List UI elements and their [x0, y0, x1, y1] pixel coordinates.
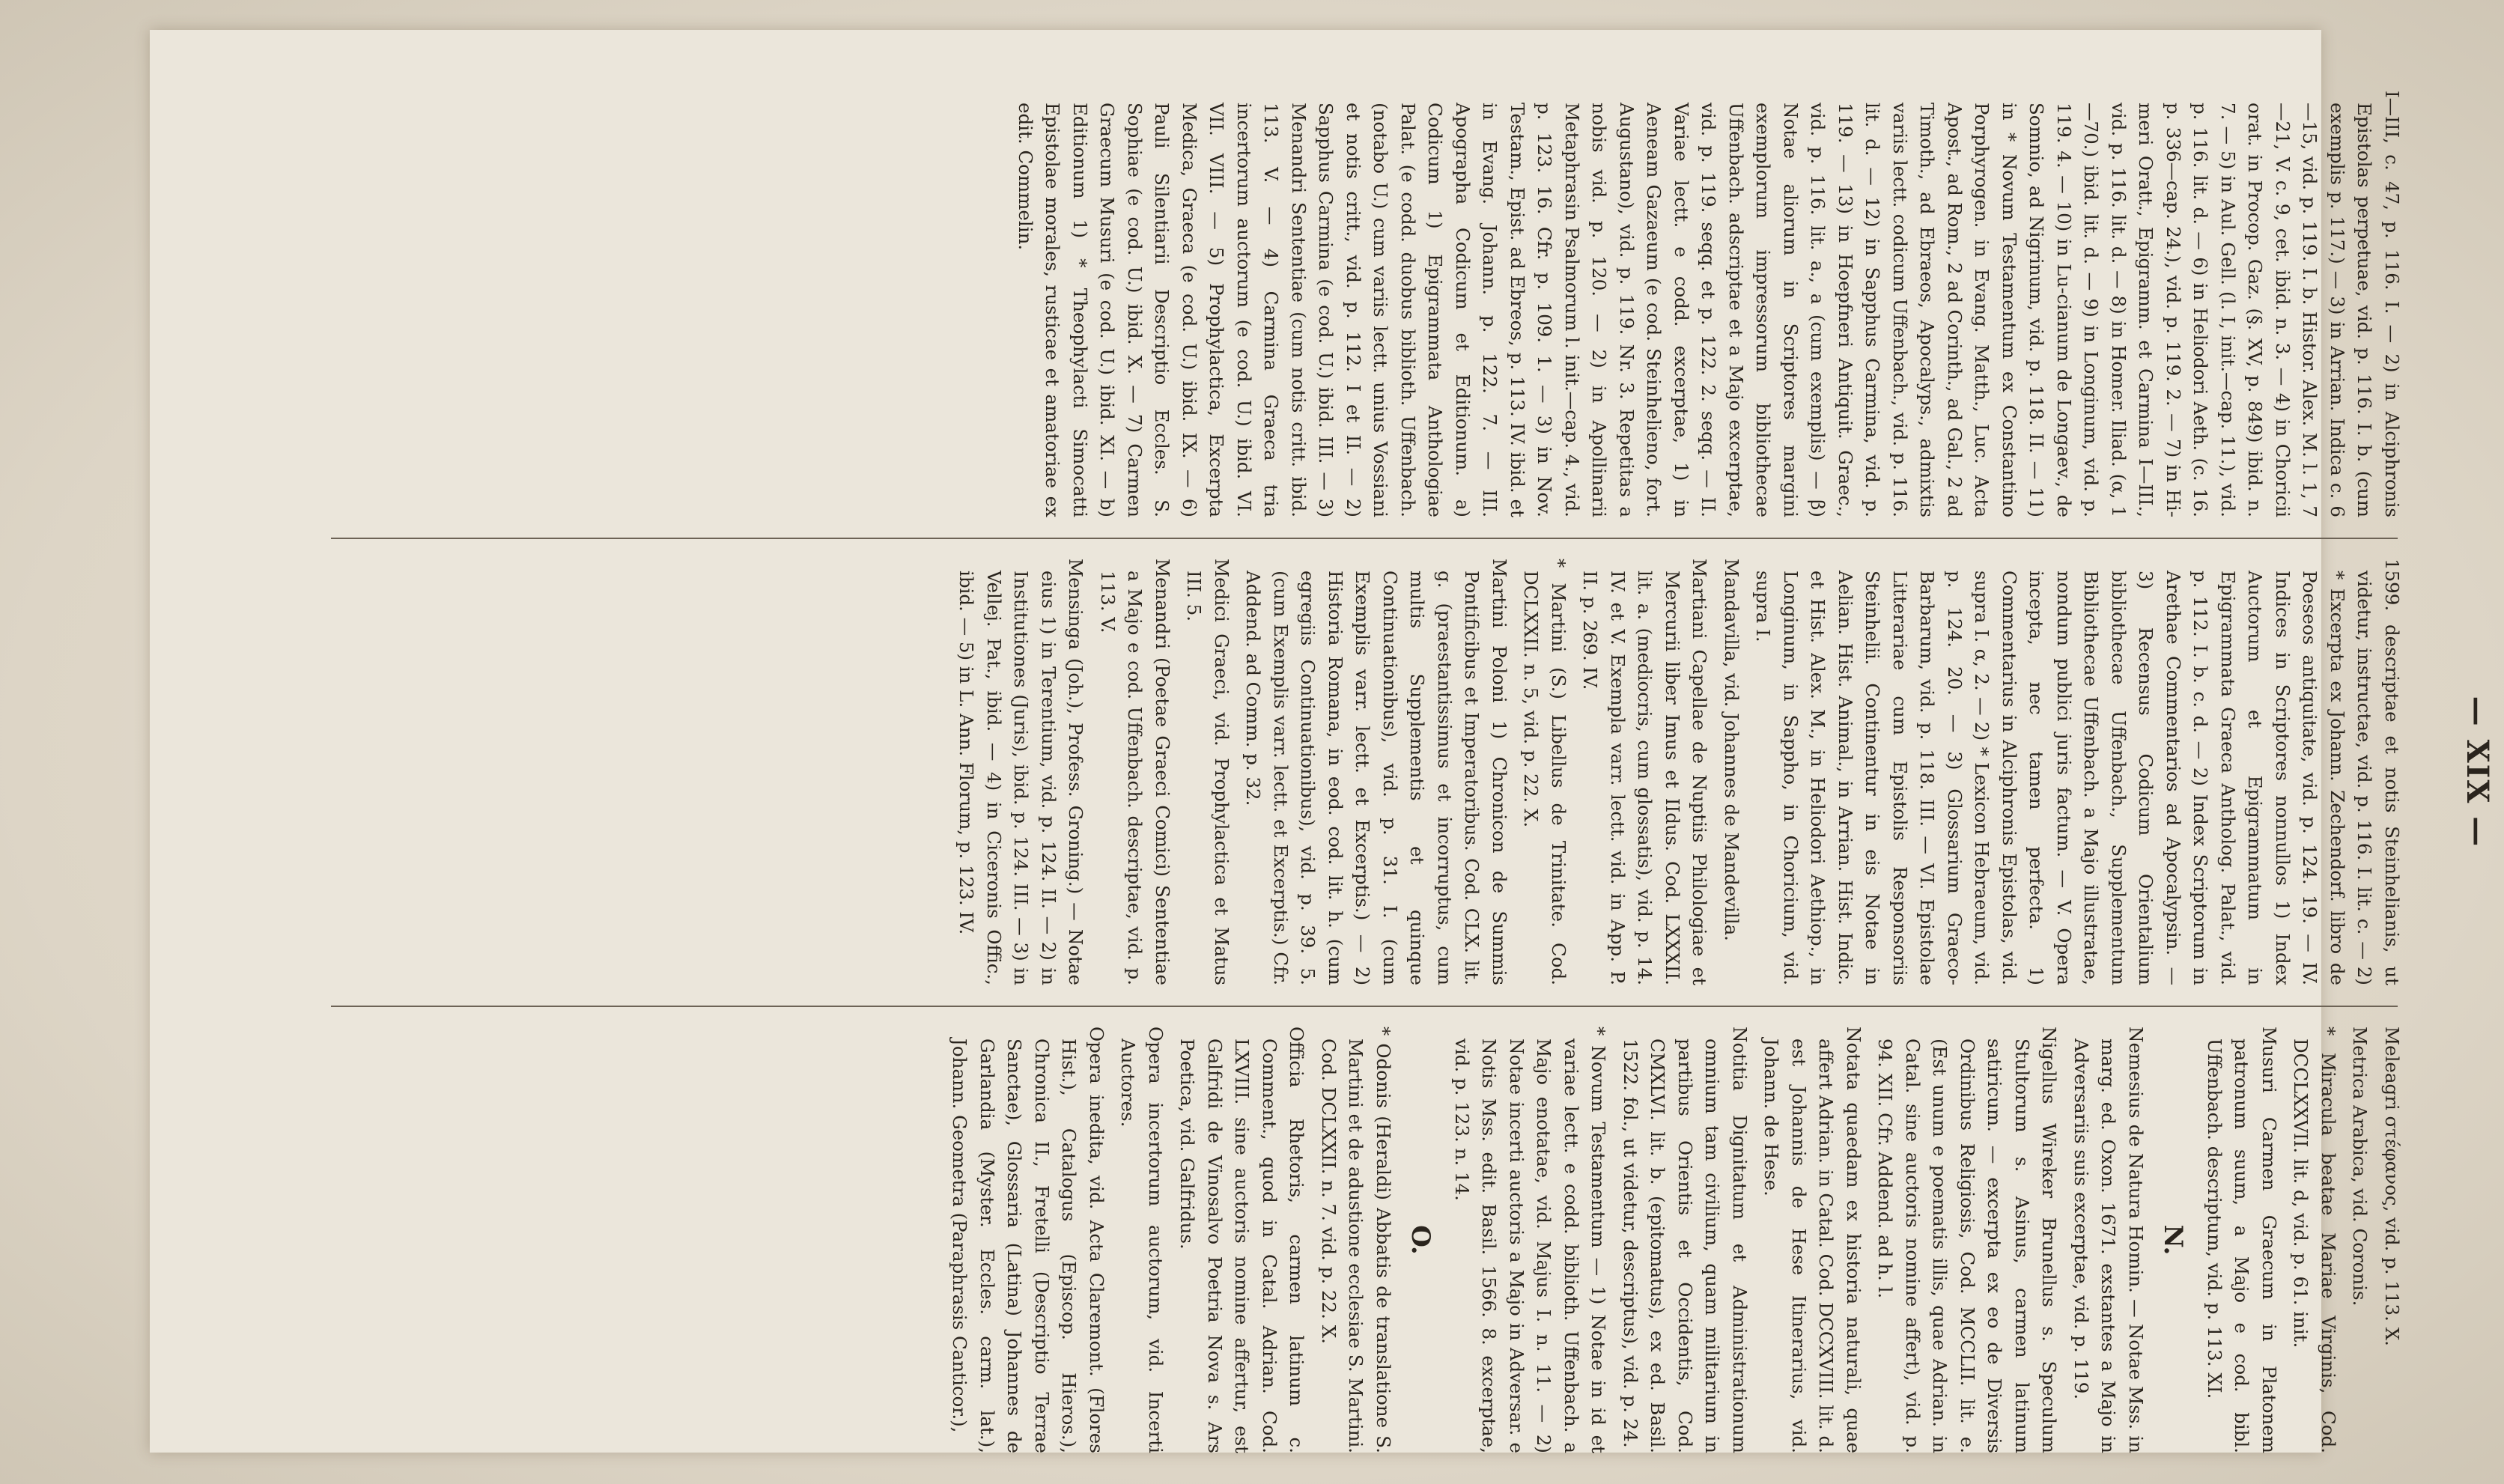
- index-entry: * Odonis (Heraldi) Abbatis de translatione S. Martini et de adustione ecclesiae S. Martini. Cod. DCLXXII. n. 7. vid. p. 22. X.: [1318, 1027, 1394, 1453]
- running-head: — XIX —: [2460, 696, 2495, 848]
- index-entry: Meleagri στέφανος, vid. p. 113. X.: [2381, 1027, 2403, 1346]
- text-column-2: [323, 559, 2405, 985]
- index-entry: I—III, c. 47, p. 116. I. — 2) in Alciphronis Epistolas perpetuae, vid. p. 116. I. b. (cum exemplis p. 117.) — 3) in Arrian. Indica c. 6—15, vid. p. 119. I. b. Histor. Alex. M. l. 1, 7—21, V. c. 9, cet. ibid. n. 3. — 4) in Choricii orat. in Procop. Gaz. (§. XV, p. 849) ibid. n. 7. — 5) in Aul. Gell. (l. I, init.—cap. 11.), vid. p. 116. lit. d. — 6) in Heliodori Aeth. (c. 16. p. 336—cap. 24.), vid. p. 119. 2. — 7) in Hi-meri Oratt., Epigramm. et Carmina I—III., vid. p. 116. lit. d. — 8) in Homer. Iliad. (α, 1—70.) ibid. lit. d. — 9) in Longinum, vid. p. 119. 4. — 10) in Lu-cianum de Longaev., de Somnio, ad Nigrinum, vid. p. 118. II. — 11) in * Novum Testamentum ex Constantino Porphyrogen. in Evang. Matth., Luc. Acta Apost., ad Rom., 2 ad Corinth., ad Gal., 2 ad Timoth., ad Ebraeos, Apocalyps., admixtis variis lectt. codicum Uffenbach., vid. p. 116. lit. d. — 12) in Sapphus Carmina, vid. p. 119. — 13) in Hoepfneri Antiquit. Graec., vid. p. 116. lit. a., a (cum exemplis) — β) Notae aliorum in Scriptores margini exemplorum impressorum bibliothecae Uffenbach. adscriptae et a Majo excerptae, vid. p. 119. seqq. et p. 122. 2. seqq. — II. Variae lectt. e codd. excerptae, 1) in Aeneam Gazaeum (e cod. Steinhelieno, fort. Augustano), vid. p. 119. Nr. 3. Repetitas a nobis vid. p. 120. — 2) in Apollinarii Metaphrasin Psalmorum l. init.—cap. 4., vid. p. 123. 16. Cfr. p. 109. 1. — 3) in Nov. Testam., Epist. ad Ebreos, p. 113. IV. ibid. et in Evang. Johann. p. 122. 7. — III. Apographa Codicum et Editionum. a) Codicum 1) Epigrammata Anthologiae Palat. (e codd. duobus biblioth. Uffenbach. (notabo U.) cum variis lectt. unius Vossiani et notis critt., vid. p. 112. I et II. — 2) Sapphus Carmina (e cod. U.) ibid. III. — 3) Menandri Sententiae (cum notis critt. ibid. 113. V. — 4) Carmina Graeca tria incertorum auctorum (e cod. U.) ibid. VI. VII. VIII. — 5) Prophylactica, Excerpta Medica, Graeca (e cod. U.) ibid. IX. — 6) Pauli Silentiarii Descriptio Eccles. S. Sophiae (e cod. U.) ibid. X. — 7) Carmen Graecum Musuri (e cod. U.) ibid. XI. — b) Editionum 1) * Theophylacti Simocatti Epistolae morales, rusticae et amatoriae ex edit. Commelin.: [1015, 91, 2403, 517]
- page-paper: [150, 30, 2495, 1453]
- index-entry: Martiani Capellae de Nuptiis Philologiae et Mercurii liber Imus et IIdus. Cod. LXXXII. lit. a. (mediocris, cum glossatis), vid. p. 14. IV. et V. Exempla varr. lectt. vid. in App. P. II. p. 269. IV.: [1579, 559, 1711, 985]
- index-entry: * Miracula beatae Mariae Virginis, Cod. DCCLXXVII. lit. d, vid. p. 61. init.: [2290, 1027, 2339, 1453]
- column-rule: [331, 538, 2398, 539]
- column-rule: [331, 1006, 2398, 1007]
- section-letter-o: O.: [1406, 1225, 1436, 1255]
- index-entry: 1599. descriptae et notis Steinhelianis, ut videtur, instructae, vid. p. 116. I. lit. c. — 2) * Excerpta ex Johann. Zechendorf. libro de Poeseos antiquitate, vid. p. 124. 19. — IV. Indices in Scriptores nonnullos 1) Index Auctorum et Epigrammatum in Epigrammata Graeca Antholog. Palat., vid. p. 112. I. b. c. d. — 2) Index Scriptorum in Arethae Commentarios ad Apocalypsin. — 3) Recensus Codicum Orientalium bibliothecae Uffenbach., Supplementum Bibliothecae Uffenbach. a Majo illustratae, nondum publici juris factum. — V. Opera incepta, nec tamen perfecta. 1) Commentarius in Alciphronis Epistolas, vid. supra I. α, 2. — 2) * Lexicon Hebraeum, vid. p. 124. 20. — 3) Glossarium Graeco-Barbarum, vid. p. 118. III. — VI. Epistolae Litterariae cum Epistolis Responsoriis Steinhelii. Continentur in eis Notae in Aelian. Hist. Animal., in Arrian. Hist. Indic. et Hist. Alex. M., in Heliodori Aethiop., in Longinum, in Sappho, in Choricium, vid. supra I.: [1752, 559, 2403, 985]
- index-entry: Musuri Carmen Graecum in Platonem patronum suum, a Majo e cod. bibl. Uffenbach. descriptum, vid. p. 113. XI.: [2204, 1027, 2280, 1453]
- index-entry: Metrica Arabica, vid. Coronis.: [2349, 1027, 2371, 1307]
- index-entry: Opera incertorum auctorum, vid. Incerti Auctores.: [1117, 1027, 1167, 1453]
- index-entry: * Martini (S.) Libellus de Trinitate. Cod. DCLXXII. n. 5, vid. p. 22. X.: [1520, 559, 1569, 985]
- text-column-3: [323, 1027, 2405, 1453]
- index-entry: Medici Graeci, vid. Prophylactica et Matus III. 5.: [1183, 559, 1233, 985]
- index-entry: Nigellus Wireker Brunellus s. Speculum Stultorum s. Asinus, carmen latinum satiricum. — excerpta ex eo de Diversis Ordinibus Religiosis, Cod. MCCLII. lit. e. (Est unum e poematis illis, quae Adrian. in Catal. sine auctoris nomine affert), vid. p. 94. XII. Cfr. Addend. ad h. l.: [1874, 1027, 2061, 1453]
- index-entry: Mandavilla, vid. Johannes de Mandevilla.: [1721, 559, 1742, 941]
- section-letter-n: N.: [2158, 1224, 2189, 1256]
- index-entry: Menandri (Poetae Graeci Comici) Sententiae a Majo e cod. Uffenbach. descriptae, vid. p. 113. V.: [1097, 559, 1173, 985]
- index-entry: * Novum Testamentum — 1) Notae in id et variae lectt. e codd. biblioth. Uffenbach. a Majo enotatae, vid. Majus I. n. 11. — 2) Notae incerti auctoris a Majo in Adversar. e Notis Mss. edit. Basil. 1566. 8. excerptae, vid. p. 123. n. 14.: [1451, 1027, 1610, 1453]
- index-entry: Notitia Dignitatum et Administrationum omnium tam civilium, quam militarium in partibus Orientis et Occidentis, Cod. CMXLVI. lit. b. (epitomatus), ex ed. Basil. 1522. fol., ut videtur, descriptus), vid. p. 24.: [1620, 1027, 1751, 1453]
- index-entry: Martini Poloni 1) Chronicon de Summis Pontificibus et Imperatoribus. Cod. CLX. lit. g. (praestantissimus et incorruptus, cum multis Supplementis et quinque Continuationibus), vid. p. 31. I. (cum Exemplis varr. lectt. et Excerptis.) — 2) Historia Romana, in eod. cod. lit. h. (cum egregiis Continuationibus), vid. p. 39. 5. (cum Exemplis varr. lectt. et Excerptis.) Cfr. Addend. ad Comm. p. 32.: [1242, 559, 1510, 985]
- text-column-1: [323, 91, 2405, 517]
- index-entry: Officia Rhetoris, carmen latinum c. Comment., quod in Catal. Adrian. Cod. LXVIII. sine auctoris nomine affertur, est Galfridi de Vinosalvo Poetria Nova s. Ars Poetica, vid. Galfridus.: [1176, 1027, 1308, 1453]
- index-entry: Notata quaedam ex historia naturali, quae affert Adrian. in Catal. Cod. DCCXVIII. lit. d. est Johannis de Hese Itinerarius, vid. Johann. de Hese.: [1760, 1027, 1865, 1453]
- index-entry: Opera inedita, vid. Acta Claremont. (Flores Hist.), Catalogus (Episcop. Hieros.), Chronica II., Fretelli (Descriptio Terrae Sanctae), Glossaria (Latina) Johannes de Garlandia (Myster. Eccles. carm. lat.), Johann. Geometra (Paraphrasis Canticor.),: [949, 1027, 1107, 1453]
- printed-sheet: [279, 68, 2504, 1476]
- index-entry: Nemesius de Natura Homin. — Notae Mss. in marg. ed. Oxon. 1671. exstantes a Majo in Adversariis suis excerptae, vid. p. 119.: [2070, 1027, 2147, 1453]
- index-entry: Mensinga (Joh.), Profess. Groning.) — Notae eius 1) in Terentium, vid. p. 124. II. — 2) in Institutiones (Juris), ibid. p. 124. III. — 3) in Vellej. Pat., ibid. — 4) in Ciceronis Offic., ibid. — 5) in L. Ann. Florum, p. 123. IV.: [955, 559, 1087, 985]
